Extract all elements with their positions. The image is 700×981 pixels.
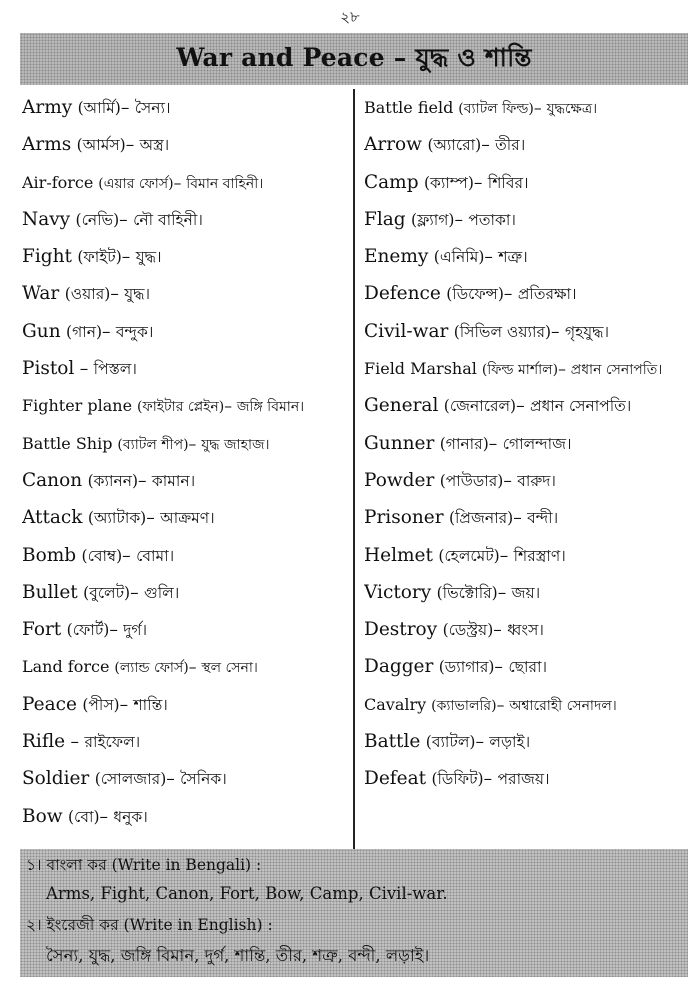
separator: – <box>503 284 518 305</box>
separator: – <box>166 769 181 790</box>
pronunciation: (ক্যাম্প) <box>423 173 474 192</box>
english-word: Gun <box>22 320 61 342</box>
page-number: ২৮ <box>340 8 360 26</box>
pronunciation: (এয়ার ফোর্স) <box>98 175 174 192</box>
pronunciation: (ব্যাটল ফিল্ড) <box>458 101 534 117</box>
right-vocabulary-column <box>364 89 688 798</box>
separator: – <box>499 545 514 566</box>
pronunciation: (আর্মস) <box>76 136 126 155</box>
pronunciation: (ভিক্টোরি) <box>436 583 498 602</box>
exercise-words-2: সৈন্য, যুদ্ধ, জঙ্গি বিমান, দুর্গ, শান্তি, তীর, শত্রু, বন্দী, লড়াই। <box>46 946 430 965</box>
vocabulary-entry <box>22 611 352 648</box>
english-word: Gunner <box>364 432 435 454</box>
separator: – <box>516 396 531 417</box>
english-word: Attack <box>22 507 83 529</box>
separator: – <box>484 247 499 268</box>
english-word: Camp <box>364 171 419 193</box>
separator: – <box>125 135 140 156</box>
separator: – <box>224 397 237 416</box>
english-word: Army <box>22 97 73 118</box>
separator: – <box>110 284 125 305</box>
vocabulary-entry <box>364 611 688 648</box>
vocabulary-entry <box>364 89 688 126</box>
title-banner <box>20 33 688 85</box>
bengali-meaning: জঙ্গি বিমান। <box>236 399 305 416</box>
pronunciation: (ডেস্ট্রয়) <box>442 621 494 640</box>
english-word: Pistol <box>22 358 75 380</box>
pronunciation: (ব্যাটল শীপ) <box>117 436 189 453</box>
english-word: Arms <box>22 134 72 156</box>
english-word: Enemy <box>364 246 429 268</box>
vocabulary-entry <box>364 126 688 163</box>
vocabulary-entry <box>22 723 352 760</box>
bengali-meaning: প্রতিরক্ষা। <box>517 285 577 304</box>
english-word: General <box>364 395 439 417</box>
separator: – <box>65 732 85 753</box>
exercise-question-2: ২। ইংরেজী কর (Write in English) : <box>26 916 273 934</box>
english-word: Powder <box>364 469 435 491</box>
pronunciation: (ক্যানন) <box>87 471 138 490</box>
english-word: Civil-war <box>364 320 449 342</box>
separator: – <box>188 434 202 453</box>
pronunciation: (ফাইট) <box>77 248 122 267</box>
bengali-meaning: আক্রমণ। <box>160 509 215 528</box>
bengali-meaning: যুদ্ধ। <box>124 285 151 304</box>
english-word: Fight <box>22 246 72 268</box>
bengali-meaning: ধনুক। <box>113 807 148 826</box>
english-word: Battle field <box>364 98 454 117</box>
bengali-meaning: যুদ্ধ জাহাজ। <box>201 436 270 453</box>
vocabulary-entry <box>22 89 352 126</box>
separator: – <box>74 359 94 380</box>
bengali-meaning: গৃহযুদ্ধ। <box>564 322 610 341</box>
bengali-meaning: স্থল সেনা। <box>201 660 258 677</box>
bengali-meaning: লড়াই। <box>489 733 531 752</box>
bengali-meaning: পিস্তল। <box>93 360 137 379</box>
english-word: Dagger <box>364 656 434 678</box>
pronunciation: (ব্যাটল) <box>425 733 476 752</box>
separator: – <box>119 694 134 715</box>
pronunciation: (বুলেট) <box>83 583 131 602</box>
pronunciation: (গানার) <box>439 434 489 453</box>
separator: – <box>99 806 114 827</box>
bengali-meaning: বোমা। <box>136 546 175 565</box>
vocabulary-entry <box>364 648 688 685</box>
pronunciation: (পীস) <box>82 695 120 714</box>
vocabulary-entry <box>22 648 352 685</box>
vocabulary-entry <box>364 387 688 424</box>
exercise-words-1: Arms, Fight, Canon, Fort, Bow, Camp, Civil-war. <box>46 884 448 903</box>
separator: – <box>119 209 134 230</box>
english-word: Bullet <box>22 581 78 603</box>
bengali-meaning: প্রধান সেনাপতি। <box>530 397 632 416</box>
pronunciation: (ক্যাভালরি) <box>431 697 497 714</box>
bengali-meaning: তীর। <box>495 136 526 155</box>
english-word: Defence <box>364 283 441 305</box>
vocabulary-entry <box>22 798 352 835</box>
pronunciation: (ডিফিট) <box>431 770 484 789</box>
vocabulary-entry <box>364 201 688 238</box>
english-word: Battle Ship <box>22 433 113 453</box>
separator: – <box>513 508 528 529</box>
vocabulary-entry <box>22 574 352 611</box>
separator: – <box>481 135 496 156</box>
exercise-box <box>20 849 688 977</box>
separator: – <box>138 470 152 491</box>
separator: – <box>109 620 124 641</box>
pronunciation: (ড্যাগার) <box>438 658 495 677</box>
vocabulary-entry <box>364 238 688 275</box>
english-word: Navy <box>22 208 71 230</box>
bengali-meaning: সৈন্য। <box>134 99 171 117</box>
vocabulary-entry <box>22 350 352 387</box>
pronunciation: (ওয়ার) <box>64 285 111 304</box>
separator: – <box>121 247 136 268</box>
pronunciation: (অ্যাটাক) <box>87 509 147 528</box>
vocabulary-entry <box>364 425 688 462</box>
vocabulary-entry <box>364 760 688 797</box>
vocabulary-entry <box>22 164 352 201</box>
bengali-meaning: প্রধান সেনাপতি। <box>570 362 663 379</box>
exercise-question-1: ১। বাংলা কর (Write in Bengali) : <box>26 856 262 874</box>
bengali-meaning: শত্রু। <box>498 248 528 267</box>
english-word: Destroy <box>364 619 438 641</box>
vocabulary-entry <box>22 462 352 499</box>
bengali-meaning: বারুদ। <box>517 471 556 490</box>
pronunciation: (ফিল্ড মার্শাল) <box>481 362 559 379</box>
bengali-meaning: জয়। <box>511 583 541 602</box>
separator: – <box>493 620 508 641</box>
bengali-meaning: বিমান বাহিনী। <box>186 175 264 192</box>
bengali-meaning: নৌ বাহিনী। <box>133 210 203 229</box>
vocabulary-entry <box>22 760 352 797</box>
pronunciation: (সিভিল ওয়্যার) <box>453 322 552 341</box>
separator: – <box>146 508 161 529</box>
english-word: Peace <box>22 693 77 715</box>
separator: – <box>488 433 503 454</box>
separator: – <box>497 582 512 603</box>
english-word: Canon <box>22 469 83 491</box>
english-word: Arrow <box>364 134 423 156</box>
bengali-meaning: দুর্গ। <box>123 621 148 640</box>
vocabulary-entry <box>22 126 352 163</box>
pronunciation: (নেভি) <box>75 210 120 229</box>
separator: – <box>473 172 488 193</box>
bengali-meaning: রাইফেল। <box>84 733 141 752</box>
pronunciation: (ল্যান্ড ফোর্স) <box>114 660 189 677</box>
separator: – <box>551 321 565 342</box>
page-title: War and Peace – যুদ্ধ ও শান্তি <box>176 42 532 72</box>
separator: – <box>454 209 469 230</box>
vocabulary-entry <box>22 201 352 238</box>
bengali-meaning: গোলন্দাজ। <box>502 434 572 453</box>
vocabulary-entry <box>22 425 352 462</box>
bengali-meaning: অশ্বারোহী সেনাদল। <box>509 697 617 714</box>
separator: – <box>102 321 116 342</box>
bengali-meaning: শিবির। <box>487 173 529 192</box>
english-word: Helmet <box>364 544 433 566</box>
separator: – <box>483 769 498 790</box>
english-word: Cavalry <box>364 694 427 714</box>
bengali-meaning: অস্ত্র। <box>139 136 170 155</box>
bengali-meaning: যুদ্ধ। <box>135 248 162 267</box>
english-word: Victory <box>364 581 432 603</box>
pronunciation: (ফ্ল্যাগ) <box>411 210 455 229</box>
vocabulary-entry <box>22 686 352 723</box>
pronunciation: (ফাইটার প্লেইন) <box>137 399 225 416</box>
bengali-meaning: ছোরা। <box>508 658 548 677</box>
separator: – <box>122 545 137 566</box>
bengali-meaning: শিরস্ত্রাণ। <box>513 546 566 565</box>
bengali-meaning: ধ্বংস। <box>507 621 544 640</box>
vocabulary-entry <box>22 387 352 424</box>
separator: – <box>130 582 144 603</box>
vocabulary-entry <box>364 537 688 574</box>
english-word: Fighter plane <box>22 396 133 416</box>
separator: – <box>558 360 571 379</box>
english-word: Battle <box>364 731 421 753</box>
english-word: Defeat <box>364 768 427 790</box>
separator: – <box>475 732 490 753</box>
english-word: Rifle <box>22 731 66 753</box>
vocabulary-entry <box>22 499 352 536</box>
vocabulary-entry <box>364 275 688 312</box>
bengali-meaning: যুদ্ধক্ষেত্র। <box>546 101 598 117</box>
vocabulary-columns <box>20 89 688 849</box>
separator: – <box>188 658 202 677</box>
separator: – <box>120 98 135 118</box>
vocabulary-entry <box>22 275 352 312</box>
separator: – <box>173 173 187 192</box>
vocabulary-entry <box>22 313 352 350</box>
pronunciation: (সোলজার) <box>94 770 167 789</box>
vocabulary-entry <box>364 574 688 611</box>
pronunciation: (বো) <box>67 807 100 826</box>
separator: – <box>494 657 509 678</box>
pronunciation: (বোম্ব) <box>81 546 123 565</box>
english-word: Flag <box>364 208 406 230</box>
english-word: Fort <box>22 619 62 641</box>
bengali-meaning: গুলি। <box>144 583 180 602</box>
english-word: Prisoner <box>364 507 444 529</box>
vocabulary-entry <box>22 238 352 275</box>
bengali-meaning: পরাজয়। <box>497 770 550 789</box>
english-word: Bow <box>22 805 63 827</box>
pronunciation: (জেনারেল) <box>443 397 517 416</box>
pronunciation: (অ্যারো) <box>427 136 482 155</box>
column-divider <box>353 89 355 849</box>
separator: – <box>503 470 518 491</box>
pronunciation: (পাউডার) <box>439 471 504 490</box>
bengali-meaning: পতাকা। <box>468 210 516 229</box>
pronunciation: (গান) <box>66 322 103 341</box>
separator: – <box>533 99 547 117</box>
pronunciation: (প্রিজনার) <box>448 509 514 528</box>
vocabulary-entry <box>22 537 352 574</box>
vocabulary-entry <box>364 313 688 350</box>
pronunciation: (আর্মি) <box>77 99 121 117</box>
vocabulary-entry <box>364 723 688 760</box>
vocabulary-entry <box>364 462 688 499</box>
pronunciation: (ফোর্ট) <box>66 621 110 640</box>
vocabulary-entry <box>364 686 688 723</box>
english-word: Bomb <box>22 544 77 566</box>
english-word: Soldier <box>22 768 90 790</box>
separator: – <box>496 695 510 714</box>
pronunciation: (হেলমেট) <box>438 546 500 565</box>
bengali-meaning: বন্দুক। <box>115 322 154 341</box>
pronunciation: (এনিমি) <box>433 248 485 267</box>
bengali-meaning: সৈনিক। <box>180 770 227 789</box>
english-word: War <box>22 283 60 305</box>
bengali-meaning: কামান। <box>151 471 196 490</box>
bengali-meaning: শান্তি। <box>133 695 168 714</box>
vocabulary-entry <box>364 350 688 387</box>
bengali-meaning: বন্দী। <box>527 509 559 528</box>
pronunciation: (ডিফেন্স) <box>446 285 504 304</box>
english-word: Air-force <box>22 172 94 192</box>
vocabulary-entry <box>364 499 688 536</box>
english-word: Field Marshal <box>364 359 477 379</box>
vocabulary-entry <box>364 164 688 201</box>
english-word: Land force <box>22 657 110 677</box>
left-vocabulary-column <box>22 89 352 835</box>
